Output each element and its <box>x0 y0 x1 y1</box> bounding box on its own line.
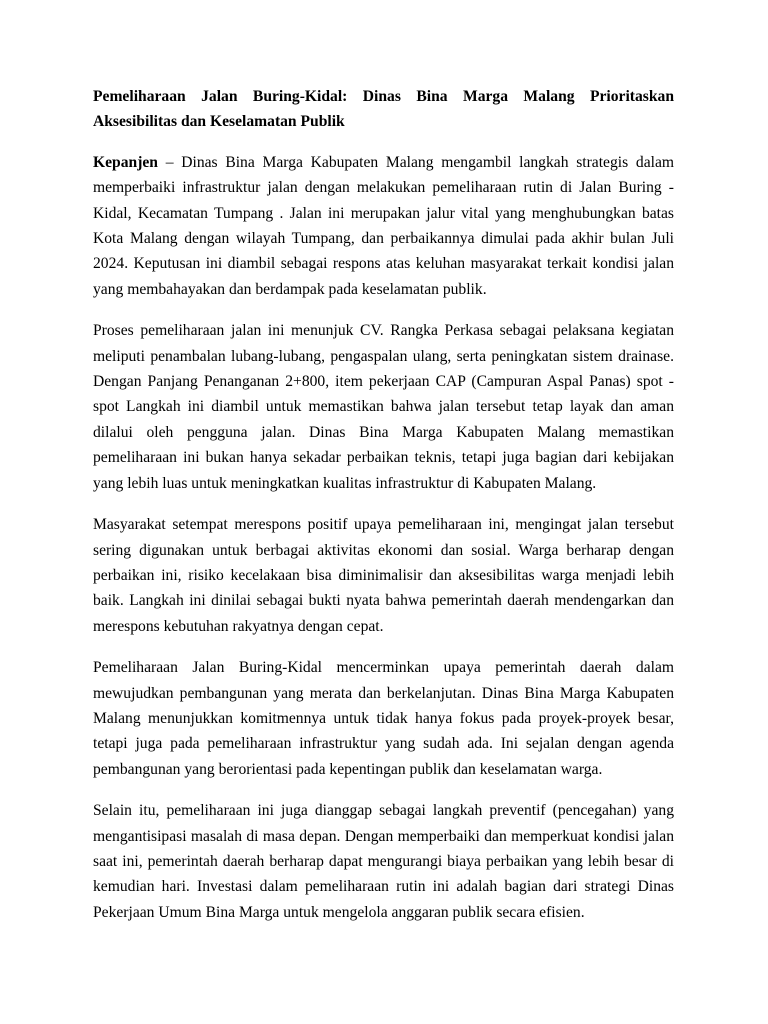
dateline: Kepanjen <box>93 153 158 171</box>
body-paragraph-2: Masyarakat setempat merespons positif upaya pemeliharaan ini, mengingat jalan tersebut sering digunakan untuk berbagai aktivitas ekonomi dan sosial. Warga berharap dengan perbaikan ini, risiko kecelakaan bisa diminimalisir dan aksesibilitas warga menjadi lebih baik. Langkah ini dinilai sebagai bukti nyata bahwa pemerintah daerah mendengarkan dan merespons kebutuhan rakyatnya dengan cepat. <box>93 516 674 635</box>
lead-paragraph <box>93 150 674 302</box>
lead-text: – Dinas Bina Marga Kabupaten Malang mengambil langkah strategis dalam memperbaiki infrastruktur jalan dengan melakukan pemeliharaan rutin di Jalan Buring - Kidal, Kecamatan Tumpang . Jalan ini merupakan jalur vital yang menghubungkan batas Kota Malang dengan wilayah Tumpang, dan perbaikannya dimulai pada akhir bulan Juli 2024. Keputusan ini diambil sebagai respons atas keluhan masyarakat terkait kondisi jalan yang membahayakan dan berdampak pada keselamatan publik. <box>93 153 674 298</box>
body-paragraph-1: Proses pemeliharaan jalan ini menunjuk CV. Rangka Perkasa sebagai pelaksana kegiatan meliputi penambalan lubang-lubang, pengaspalan ulang, serta peningkatan sistem drainase. Dengan Panjang Penanganan 2+800, item pekerjaan CAP (Campuran Aspal Panas) spot - spot Langkah ini diambil untuk memastikan bahwa jalan tersebut tetap layak dan aman dilalui oleh pengguna jalan. Dinas Bina Marga Kabupaten Malang memastikan pemeliharaan ini bukan hanya sekadar perbaikan teknis, tetapi juga bagian dari kebijakan yang lebih luas untuk meningkatkan kualitas infrastruktur di Kabupaten Malang. <box>93 322 674 492</box>
body-paragraph-4: Selain itu, pemeliharaan ini juga dianggap sebagai langkah preventif (pencegahan) yang mengantisipasi masalah di masa depan. Dengan memperbaiki dan memperkuat kondisi jalan saat ini, pemerintah daerah berharap dapat mengurangi biaya perbaikan yang lebih besar di kemudian hari. Investasi dalam pemeliharaan rutin ini adalah bagian dari strategi Dinas Pekerjaan Umum Bina Marga untuk mengelola anggaran publik secara efisien. <box>93 802 674 921</box>
article-body <box>93 84 674 941</box>
article-title: Pemeliharaan Jalan Buring-Kidal: Dinas Bina Marga Malang Prioritaskan Aksesibilitas dan Keselamatan Publik <box>93 88 674 131</box>
body-paragraph-3: Pemeliharaan Jalan Buring-Kidal mencerminkan upaya pemerintah daerah dalam mewujudkan pembangunan yang merata dan berkelanjutan. Dinas Bina Marga Kabupaten Malang menunjukkan komitmennya untuk tidak hanya fokus pada proyek-proyek besar, tetapi juga pada pemeliharaan infrastruktur yang sudah ada. Ini sejalan dengan agenda pembangunan yang berorientasi pada kepentingan publik dan keselamatan warga. <box>93 659 674 778</box>
